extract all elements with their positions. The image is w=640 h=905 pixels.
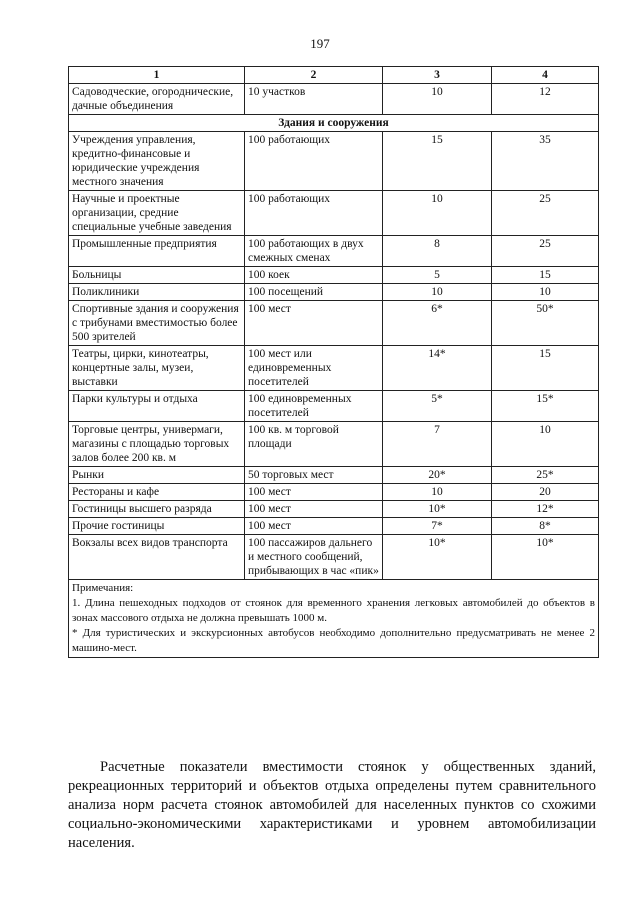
unit-cell: 100 коек [245, 267, 383, 284]
value1-cell: 20* [383, 467, 492, 484]
table-row [69, 132, 599, 191]
unit-cell: 100 мест или единовременных посетителей [245, 346, 383, 391]
unit-cell: 100 мест [245, 301, 383, 346]
value2-cell: 8* [492, 518, 599, 535]
unit-cell: 100 работающих в двух смежных сменах [245, 236, 383, 267]
value1-cell: 10 [383, 484, 492, 501]
value1-cell: 5* [383, 391, 492, 422]
unit-cell: 100 работающих [245, 132, 383, 191]
value2-cell: 35 [492, 132, 599, 191]
unit-cell: 100 посещений [245, 284, 383, 301]
unit-cell: 100 единовременных посетителей [245, 391, 383, 422]
table-header-row [69, 67, 599, 84]
table-row [69, 284, 599, 301]
unit-cell: 10 участков [245, 84, 383, 115]
object-name-cell: Гостиницы высшего разряда [69, 501, 245, 518]
value1-cell: 10 [383, 191, 492, 236]
table-row [69, 501, 599, 518]
value2-cell: 12* [492, 501, 599, 518]
header-cell: 2 [245, 67, 383, 84]
object-name-cell: Театры, цирки, кинотеатры, концертные залы, музеи, выставки [69, 346, 245, 391]
header-cell: 4 [492, 67, 599, 84]
table-row [69, 391, 599, 422]
object-name-cell: Прочие гостиницы [69, 518, 245, 535]
note-2: * Для туристических и экскурсионных автобусов необходимо дополнительно предусматривать не менее 2 машино-мест. [72, 627, 595, 654]
unit-cell: 100 мест [245, 518, 383, 535]
page-number: 197 [310, 36, 330, 51]
value2-cell: 10* [492, 535, 599, 580]
value2-cell: 25 [492, 236, 599, 267]
value2-cell: 15 [492, 346, 599, 391]
table-row [69, 518, 599, 535]
parking-norms-table [68, 66, 599, 658]
notes-title: Примечания: [72, 582, 134, 594]
object-name-cell: Рестораны и кафе [69, 484, 245, 501]
object-name-cell: Больницы [69, 267, 245, 284]
value1-cell: 10 [383, 284, 492, 301]
value1-cell: 10* [383, 501, 492, 518]
section-row [69, 115, 599, 132]
unit-cell: 100 мест [245, 484, 383, 501]
value1-cell: 10* [383, 535, 492, 580]
object-name-cell: Рынки [69, 467, 245, 484]
object-name-cell: Учреждения управления, кредитно-финансовые и юридические учреждения местного значения [69, 132, 245, 191]
table-row [69, 467, 599, 484]
value2-cell: 25 [492, 191, 599, 236]
object-name-cell: Вокзалы всех видов транспорта [69, 535, 245, 580]
table-row [69, 191, 599, 236]
value1-cell: 14* [383, 346, 492, 391]
table-row [69, 346, 599, 391]
value1-cell: 7 [383, 422, 492, 467]
object-name-cell: Поликлиники [69, 284, 245, 301]
object-name-cell: Торговые центры, универмаги, магазины с площадью торговых залов более 200 кв. м [69, 422, 245, 467]
object-name-cell: Парки культуры и отдыха [69, 391, 245, 422]
value2-cell: 20 [492, 484, 599, 501]
value1-cell: 7* [383, 518, 492, 535]
value2-cell: 12 [492, 84, 599, 115]
unit-cell: 100 кв. м торговой площади [245, 422, 383, 467]
body-paragraph: Расчетные показатели вместимости стоянок у общественных зданий, рекреационных территорий и объектов отдыха определены путем сравнительного анализа норм расчета стоянок автомобилей для населенных пунктов со схожими социально-экономическими характеристиками и уровнем автомобилизации населения. [68, 759, 596, 851]
note-1: 1. Длина пешеходных подходов от стоянок для временного хранения легковых автомобилей до объектов в зонах массового отдыха не должна превышать 1000 м. [72, 597, 595, 624]
header-cell: 1 [69, 67, 245, 84]
unit-cell: 100 мест [245, 501, 383, 518]
value2-cell: 25* [492, 467, 599, 484]
table-row [69, 484, 599, 501]
value2-cell: 15* [492, 391, 599, 422]
value2-cell: 10 [492, 422, 599, 467]
table-row [69, 301, 599, 346]
notes-cell [69, 580, 599, 658]
table-row [69, 535, 599, 580]
object-name-cell: Садоводческие, огороднические, дачные объединения [69, 84, 245, 115]
object-name-cell: Научные и проектные организации, средние специальные учебные заведения [69, 191, 245, 236]
value2-cell: 10 [492, 284, 599, 301]
table-row [69, 267, 599, 284]
section-title: Здания и сооружения [69, 115, 599, 132]
unit-cell: 100 работающих [245, 191, 383, 236]
notes-row [69, 580, 599, 658]
table-row [69, 236, 599, 267]
object-name-cell: Спортивные здания и сооружения с трибунами вместимостью более 500 зрителей [69, 301, 245, 346]
value1-cell: 15 [383, 132, 492, 191]
value2-cell: 15 [492, 267, 599, 284]
object-name-cell: Промышленные предприятия [69, 236, 245, 267]
value1-cell: 10 [383, 84, 492, 115]
value2-cell: 50* [492, 301, 599, 346]
table-row [69, 422, 599, 467]
value1-cell: 8 [383, 236, 492, 267]
value1-cell: 6* [383, 301, 492, 346]
unit-cell: 100 пассажиров дальнего и местного сообщений, прибывающих в час «пик» [245, 535, 383, 580]
unit-cell: 50 торговых мест [245, 467, 383, 484]
header-cell: 3 [383, 67, 492, 84]
table-row [69, 84, 599, 115]
value1-cell: 5 [383, 267, 492, 284]
